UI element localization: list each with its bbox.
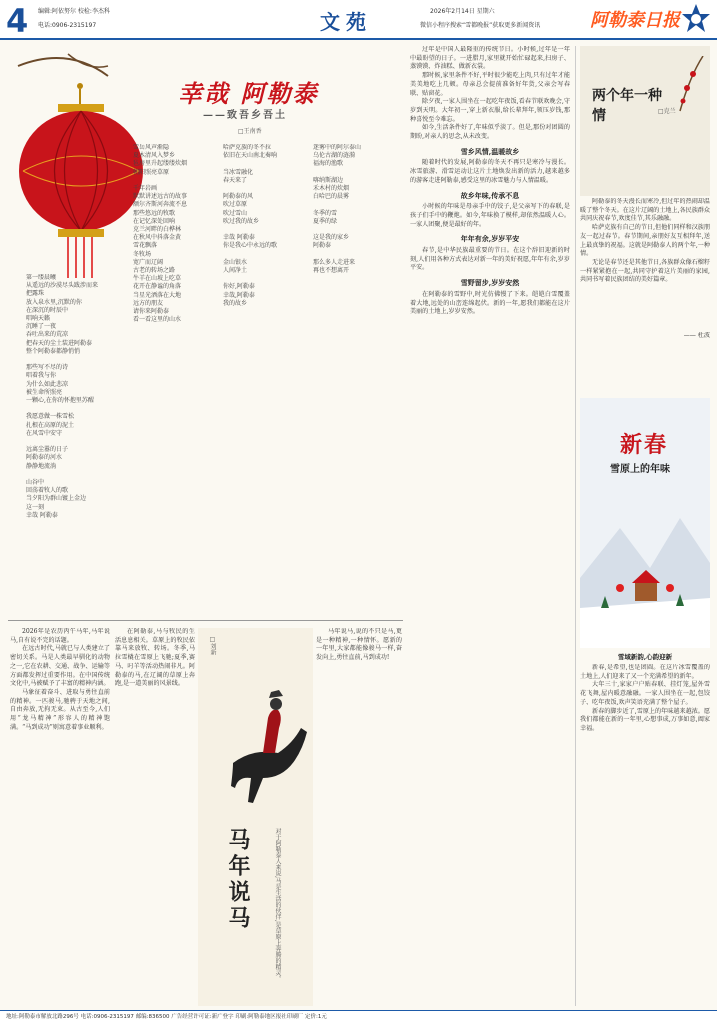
horse-article-col-1: 2026年是农历丙午马年,马年说马,自有说不完的话题。 在远古时代,马就已与人类建立了密切关系。马是人类最早驯化的动物之一,它在农耕、交通、战争、运输等方面都发挥过重要作用。在中国传统文化中,马被赋予了丰富的精神内涵。 马象征着奋斗、进取与勇往直前的精神。一匹骏马,驰骋于天地之间,自由奔放,无拘无束。从古至今,人们用“龙马精神”形容人的精神饱满。“马到成功”则寓意着事业顺利。 [10,628,110,731]
snow-newyear-article: 新春,是希望,也是团圆。在这片冰雪覆盖的土地上,人们迎来了又一个充满希望的新年。 大年三十,家家户户贴春联、挂灯笼,屋外雪花飞舞,屋内暖意融融。一家人围坐在一起,包饺子、吃年夜饭,欢声笑语充满了整个屋子。 新春的脚步近了,雪原上的年味越来越浓。愿我们都能在新的一年里,心想事成,万事如意,阖家幸福。 [580,664,710,732]
qr-hint: 微信小程序搜索“雪都晚报”获取更多新闻资讯 [420,22,541,29]
poem-column-1: 第一缕晨曦 从遥远的沙漠尽头跋涉而来 把露珠 放入泉水里,沉默的你 在深沉的时辰中 唱响天籁 沉睡了一夜 吞吐出来的荒凉 把春天的尘土装进阿勒泰 整个阿勒泰都静悄悄 那些写不尽的诗 唱着我与你 为什么如此悲凉 被生命所照亮 一颗心,在你的怀抱里苏醒 我愿意做一株雪松 扎根在高原的泥土 在风雪中安守 远离尘嚣的日子 阿勒泰的河水 静静地流淌 山谷中 回荡着牧人的歌 当夕阳为群山镀上金边 这一刻 幸哉 阿勒泰 [26,274,99,519]
horse-quote: 对于阿勒泰人来说,马是生活的伙伴,是草原上奔腾的精灵。 [274,828,281,982]
section-divider [8,620,403,621]
editor-line: 编辑:阿依努尔 校检:李杰科 [38,8,110,15]
subheading-4: 雪野留步,岁岁安然 [460,278,520,288]
two-years-title: 两个年一种情 [592,88,662,124]
article-subtitle: ——致吾乡吾土 [203,110,287,121]
poem-column-3: 哈萨克族的冬不拉 依旧在天山南北奏响 当冰雪融化 春天来了 阿勒泰的风 吹过草原 吹过雪山 吹过我的故乡 幸哉 阿勒泰 你是我心中永远的歌 金山银水 人间净土 你好,阿勒泰 幸哉,阿勒泰 我的故乡 [223,144,278,307]
horse-article-col-3: 马年说马,说的不只是马,更是一种精神,一种情怀。愿新的一年里,大家都能像骏马一样,奋发向上,勇往直前,马到成功! [316,628,402,662]
horse-rider-illustration-icon [223,668,313,828]
horse-title-panel [198,628,313,1006]
section-title: 文苑 [320,10,372,34]
snow-newyear-title: 雪原上的年味 [610,464,670,475]
two-years-closing: —— 杜波 [683,332,710,339]
two-years-author: □克兰 [658,108,676,115]
snow-caption: 雪域新韵,心韵迎新 [617,653,673,661]
page-number: 4 [6,2,29,40]
horse-article-title: 马年说马 [225,828,251,932]
two-years-article: 阿勒泰的冬天漫长而寒冷,但过年的热闹却温暖了整个冬天。在这片辽阔的土地上,各民族群众共同庆祝春节,欢度佳节,其乐融融。 哈萨克族有自己的节日,但他们同样和汉族朋友一起过春节。春节期间,亲朋好友互相拜年,送上最真挚的祝福。这就是阿勒泰人的两个年,一种情。 无论是春节还是其他节日,各族群众像石榴籽一样紧紧抱在一起,共同守护着这片美丽的家园,共同书写着民族团结的美好篇章。 [580,198,710,284]
horse-author: □刘新 [209,636,216,655]
date-line: 2026年2月14日 星期六 [430,8,495,15]
article-author: □王南香 [238,128,262,135]
snow-newyear-panel [580,398,710,648]
column-divider [575,46,576,1006]
article-xingzai [8,46,403,618]
star-logo-icon [680,2,712,34]
newyear-memory-article: 过年是中国人最隆重的传统节日。小时候,过年是一年中最盼望的日子。一进腊月,家里就开始忙碌起来,扫房子、蒸馍馍、炸油糕、做新衣裳。 那时候,家里条件不好,平时很少能吃上肉,只有过年才能美美地吃上几顿。母亲总会提前准备好年货,父亲会写春联、贴窗花。 除夕夜,一家人围坐在一起吃年夜饭,看春节联欢晚会,守岁到天明。大年初一,穿上新衣服,给长辈拜年,领压岁钱,那种喜悦至今难忘。 如今,生活条件好了,年味似乎淡了。但是,那份对团圆的期盼,对亲人的思念,从未改变。 雪乡风情,温暖故乡 随着时代的发展,阿勒泰的冬天不再只是寒冷与漫长。冰雪旅游、滑雪运动让这片土地焕发出新的活力,越来越多的游客走进阿勒泰,感受这里的冰雪魅力与人情温暖。 故乡年味,传承不息 小时候的年味是母亲手中的饺子,是父亲写下的春联,是孩子们手中的鞭炮。如今,年味换了模样,却依然温暖人心。一家人团聚,便是最好的年。 年年有余,岁岁平安 春节,是中华民族最重要的节日。在这个辞旧迎新的时刻,人们用各种方式表达对新一年的美好祝愿,年年有余,岁岁平安。 雪野留步,岁岁安然 在阿勒泰的雪野中,时光仿佛慢了下来。皑皑白雪覆盖着大地,远处的山峦连绵起伏。新的一年,愿我们都能在这片美丽的土地上,岁岁安然。 [410,46,570,316]
xinchun-title: 新春 [620,432,669,458]
article-title: 幸哉 阿勒泰 [178,79,319,108]
two-years-title-panel [580,46,710,196]
snow-landscape-illustration-icon [580,488,710,648]
plum-branch-icon [675,56,705,116]
subheading-3: 年年有余,岁岁平安 [460,234,520,244]
horse-article-col-2: 在阿勒泰,马与牧民的生活息息相关。草原上的牧民依靠马来放牧、转场。冬季,马拉雪橇在雪原上飞驰;夏季,赛马、叼羊等活动热闹非凡。阿勒泰的马,在辽阔的草原上奔跑,是一道美丽的风景线。 [115,628,195,688]
poem-column-4: 迷雾中的阿尔泰山 乌伦古湖的涟漪 福海的渔歌 喀纳斯湖边 禾木村的炊烟 白哈巴的晨雾 冬季的雪 夏季的绿 这是我的家乡 阿勒泰 那么多人走进来 再也不想离开 [313,144,362,275]
subheading-2: 故乡年味,传承不息 [460,190,520,200]
subheading-1: 雪乡风情,温暖故乡 [460,146,520,156]
newspaper-logo: 阿勒泰日报 [590,10,680,31]
poem-column-2: 雪岳风声渐隐 夏木清风入梦乡 毡房里升起缕缕炊烟 朝阳照亮草原 千年岩画 默默讲述远古的故事 额尔齐斯河奔流不息 那些悠远的牧歌 在记忆深处回响 克兰河畔的白桦林 在秋风中抖落金黄 雪花飘落 冬牧场 宽广而辽阔 古老的转场之路 牛羊在山坡上吃草 花开在静谧的角落 当星光洒落在大地 远方的朋友 请你来阿勒泰 看一看这里的山水 [133,144,188,324]
phone-line: 电话:0906-2315197 [38,22,97,29]
page-footer: 地址:阿勒泰市解放北路296号 电话:0906-2315197 邮编:836500 广告经营许可证:新广登字 印刷:阿勒泰地区报社印刷厂 定价:1元 [0,1010,717,1023]
